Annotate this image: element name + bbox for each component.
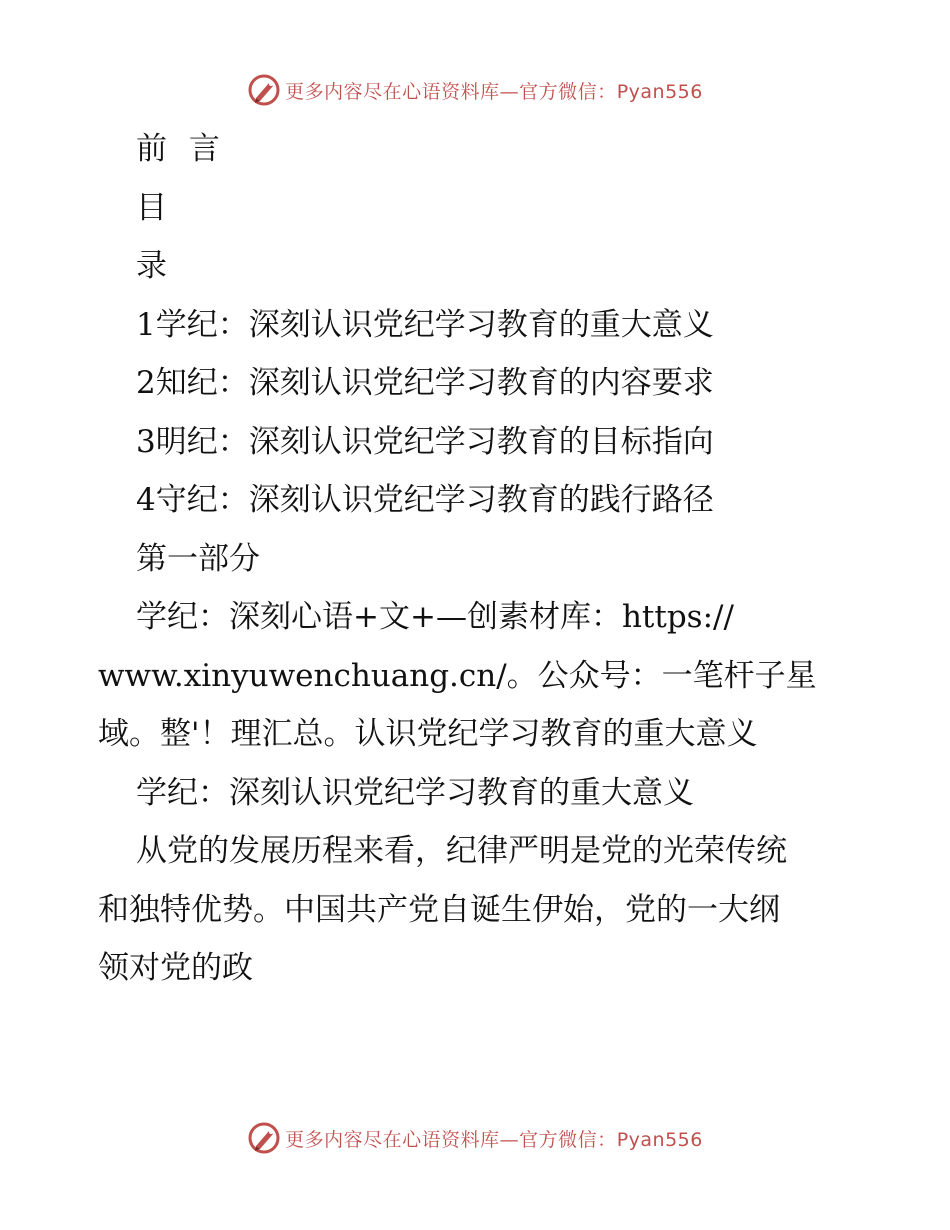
banner-separator: — [499, 1128, 520, 1151]
section-heading: 学纪：深刻认识党纪学习教育的重大意义 [136, 774, 694, 811]
banner-contact-value: Pyan556 [616, 1128, 703, 1151]
toc-heading-part1: 目 [136, 189, 167, 226]
banner-main-text: 更多内容尽在心语资料库 [285, 1128, 500, 1151]
banner-main-text: 更多内容尽在心语资料库 [285, 80, 500, 103]
preface-heading: 前 言 [136, 131, 226, 167]
pen-logo-icon [247, 1121, 281, 1155]
toc-item-1: 1学纪：深刻认识党纪学习教育的重大意义 [136, 306, 714, 343]
banner-contact-label: 官方微信： [519, 80, 617, 103]
body-paragraph-line: 学纪：深刻心语+文+—创素材库：https:// [136, 599, 734, 635]
header-banner [0, 70, 950, 110]
body-paragraph-line: 从党的发展历程来看，纪律严明是党的光荣传统 [136, 833, 787, 869]
toc-item-4: 4守纪：深刻认识党纪学习教育的践行路径 [136, 482, 714, 518]
body-paragraph-line: 和独特优势。中国共产党自诞生伊始，党的一大纲 [98, 891, 780, 928]
part-heading: 第一部分 [136, 540, 260, 577]
document-body [98, 120, 858, 998]
pen-logo-icon [247, 73, 281, 107]
footer-banner [0, 1118, 950, 1158]
banner-text [285, 1125, 703, 1152]
body-paragraph-line: 领对党的政 [98, 950, 253, 986]
banner-separator: — [499, 80, 520, 103]
body-paragraph-line: www.xinyuwenchuang.cn/。公众号：一笔杆子星 [98, 657, 817, 694]
banner-contact-value: Pyan556 [616, 80, 703, 103]
toc-heading-part2: 录 [136, 248, 167, 284]
toc-item-3: 3明纪：深刻认识党纪学习教育的目标指向 [136, 423, 714, 460]
body-paragraph-line: 域。整'！理汇总。认识党纪学习教育的重大意义 [98, 716, 758, 752]
banner-text [285, 77, 703, 104]
toc-item-2: 2知纪：深刻认识党纪学习教育的内容要求 [136, 365, 714, 401]
banner-contact-label: 官方微信： [519, 1128, 617, 1151]
